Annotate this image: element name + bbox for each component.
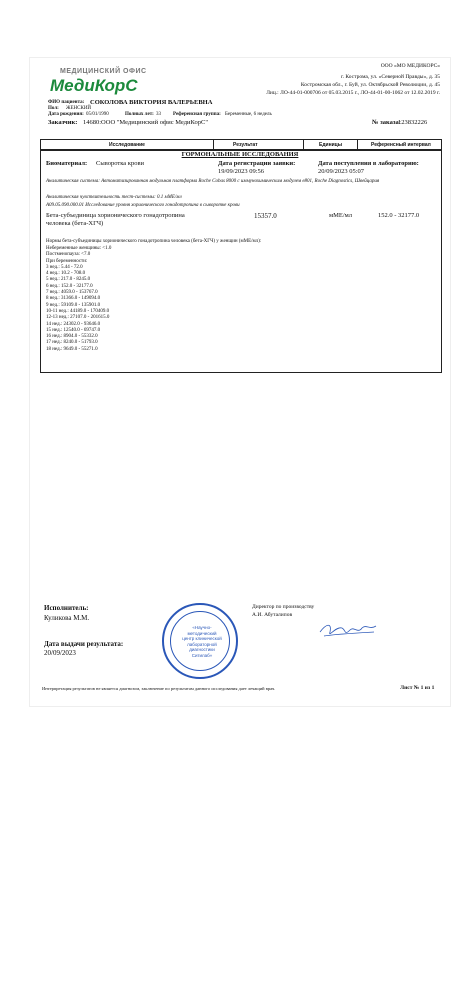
norm-line: 9 нед.: 59109.0 - 135901.0 xyxy=(46,302,101,308)
norm-line: 3 нед.: 5.44 - 72.0 xyxy=(46,264,83,270)
norm-line: При беременности: xyxy=(46,258,88,264)
director-label: Директор по производству xyxy=(252,604,315,610)
executor-name: Куликова М.М. xyxy=(44,614,90,622)
col-divider xyxy=(213,140,214,149)
table-header xyxy=(40,139,442,150)
norm-line: 5 нед.: 217.0 - 8245.0 xyxy=(46,277,91,283)
analytic-system: Аналитическая система: Автоматизированная модульная платформа Roche Cobas 8000 с иммунохимическим модулем e801, Roche Diagnostics, Швейцария xyxy=(46,179,380,184)
col-ref: Референсный интервал xyxy=(371,141,431,148)
section-title: ГОРМОНАЛЬНЫЕ ИССЛЕДОВАНИЯ xyxy=(181,151,299,158)
registration-label: Дата регистрации заявки: xyxy=(218,160,296,167)
result-units: мМЕ/мл xyxy=(329,212,353,219)
norm-line: 14 нед.: 24302.0 - 93646.0 xyxy=(46,321,101,327)
lab-arrival-date: 20/09/2023 05:07 xyxy=(318,168,365,175)
norm-line: 15 нед.: 12540.0 - 69747.0 xyxy=(46,327,101,333)
company-logo: МедиКорС xyxy=(50,76,138,95)
director-name: А.И. Абуталипов xyxy=(252,612,293,618)
norm-line: 8 нед.: 31366.0 - 149094.0 xyxy=(46,296,101,302)
clinic-stamp xyxy=(162,603,238,679)
order-label: № заказа: xyxy=(372,119,401,126)
sheet-number: Лист № 1 из 1 xyxy=(400,685,435,691)
license: Лиц.: ЛО-44-01-000706 от 05.03.2015 г., ЛО-44-01-00-1062 от 12.02.2019 г. xyxy=(266,90,440,96)
dob-value: 05/01/1990 xyxy=(86,112,109,117)
col-divider xyxy=(357,140,358,149)
norm-line: 7 нед.: 4059.0 - 153767.0 xyxy=(46,290,98,296)
org-name: ООО «МО МЕДИКОРС» xyxy=(380,63,440,69)
norm-line: 18 нед.: 9649.0 - 55271.0 xyxy=(46,346,98,352)
norm-line: 4 нед.: 10.2 - 708.0 xyxy=(46,271,86,277)
col-divider xyxy=(303,140,304,149)
patient-name: СОКОЛОВА ВИКТОРИЯ ВАЛЕРЬЕВНА xyxy=(90,99,213,106)
result-value: 15357.0 xyxy=(254,212,277,220)
logo-subtitle: МЕДИЦИНСКИЙ ОФИС xyxy=(60,68,147,75)
norms-title: Нормы бета-субъединицы хорионического гонадотропина человека (бета-ХГЧ) у женщин (мМЕ/мл): xyxy=(46,239,262,244)
issue-date: 20/09/2023 xyxy=(44,649,76,657)
signature-image xyxy=(316,618,380,642)
lab-arrival-label: Дата поступления в лабораторию: xyxy=(318,160,419,167)
ref-group-label: Референсная группа: xyxy=(173,112,221,117)
patient-name-label: ФИО пациента: xyxy=(48,100,85,105)
issue-date-label: Дата выдачи результата: xyxy=(44,640,124,648)
lab-report-sheet xyxy=(30,58,450,706)
norm-line: 6 нед.: 152.0 - 32177.0 xyxy=(46,283,93,289)
col-result: Результат xyxy=(233,141,258,148)
sensitivity: Аналитическая чувствительность тест-системы: 0.1 мМЕ/мл xyxy=(46,195,182,200)
norm-line: 10-11 нед.: 44189.0 - 170409.0 xyxy=(46,308,110,314)
biomaterial-value: Сыворотка крови xyxy=(96,160,145,167)
sex-value: ЖЕНСКИЙ xyxy=(66,106,92,111)
result-ref: 152.0 - 32177.0 xyxy=(378,212,420,219)
customer-value: 14680:ООО "Медицинский офис МедиКорС" xyxy=(83,119,208,126)
stamp-text: «Научно- методический центр клинической лабораторной диагностики Ситилаб» xyxy=(182,625,222,658)
norm-line: 16 нед.: 8904.0 - 55332.0 xyxy=(46,334,98,340)
result-name-line2: человека (бета-ХГЧ) xyxy=(46,220,104,227)
norm-line: Небеременные женщины: <1.0 xyxy=(46,246,112,251)
biomaterial-label: Биоматериал: xyxy=(46,160,88,167)
test-code: A09.05.090.000.01 Исследование уровня хорионического гонадотропина в сыворотке крови xyxy=(46,203,240,208)
result-name-line1: Бета-субъединица хорионического гонадотропина xyxy=(46,212,185,219)
customer-label: Заказчик: xyxy=(48,119,78,126)
col-study: Исследование xyxy=(109,141,145,148)
col-units: Единицы xyxy=(319,141,343,148)
disclaimer: Интерпретация результатов не является диагнозом, заключение по результатам данного исследования дает лечащий врач. xyxy=(42,686,276,691)
ref-group-value: Беременные, 6 недель xyxy=(225,112,272,117)
sex-label: Пол: xyxy=(48,106,59,111)
org-address-2: Костромская обл., г. Буй, ул. Октябрьской Революции, д. 45 xyxy=(300,82,440,88)
order-value: 123832226 xyxy=(398,119,428,126)
norm-line: Постменопауза: <7.0 xyxy=(46,252,91,258)
dob-label: Дата рождения: xyxy=(48,112,84,117)
org-address-1: г. Кострома, ул. «Северной Правды», д. 35 xyxy=(341,74,440,80)
registration-date: 19/09/2023 09:56 xyxy=(218,168,265,175)
age-label: Полных лет: xyxy=(125,112,154,117)
norms-list xyxy=(46,246,111,353)
executor-label: Исполнитель: xyxy=(44,604,89,612)
norm-line: 17 нед.: 8240.0 - 51793.0 xyxy=(46,340,98,346)
norm-line: 12-13 нед.: 27107.0 - 201615.0 xyxy=(46,315,110,321)
age-value: 33 xyxy=(156,112,161,117)
